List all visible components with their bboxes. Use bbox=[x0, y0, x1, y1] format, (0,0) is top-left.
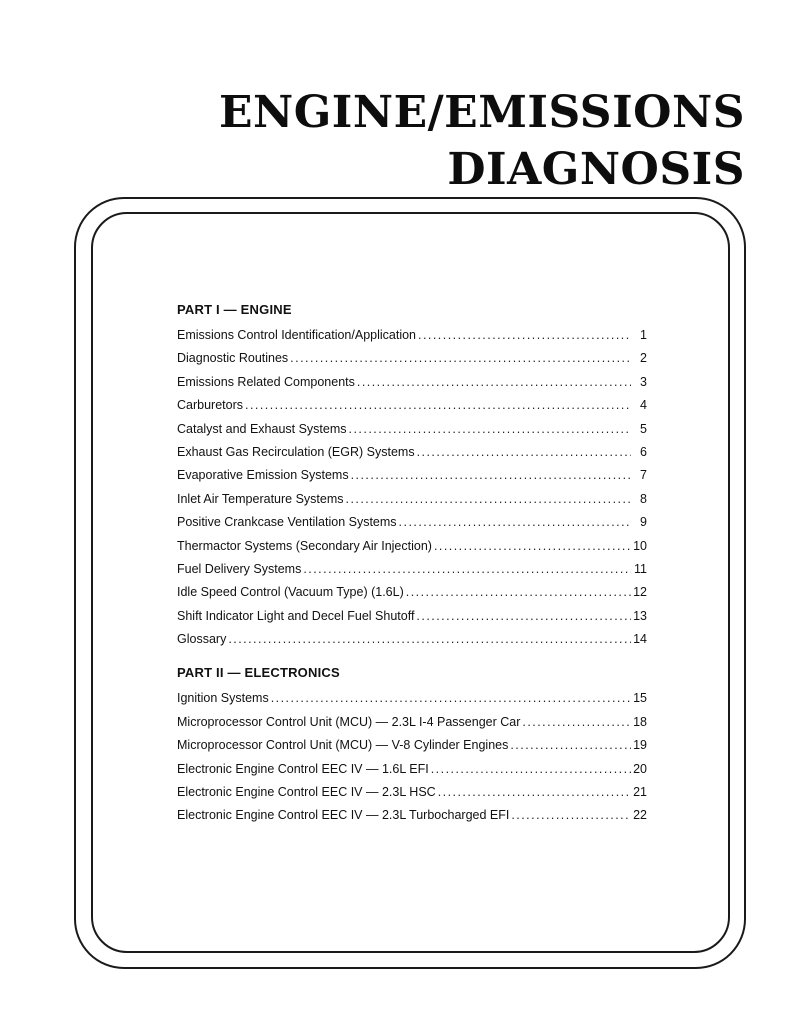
toc-entry[interactable] bbox=[177, 804, 647, 827]
part-heading-electronics: PART II — ELECTRONICS bbox=[177, 665, 340, 681]
title-line-1: ENGINE/EMISSIONS bbox=[218, 87, 745, 138]
toc-entry-label: Electronic Engine Control EEC IV — 2.3L HSC bbox=[177, 785, 436, 800]
toc-entry-label: Glossary bbox=[177, 632, 227, 647]
toc-entry-label: Inlet Air Temperature Systems bbox=[177, 491, 344, 506]
toc-entry-label: Carburetors bbox=[177, 398, 243, 413]
dot-leader bbox=[406, 581, 631, 604]
part-heading-engine: PART I — ENGINE bbox=[177, 302, 292, 317]
toc-entry-page: 19 bbox=[633, 738, 647, 753]
toc-entry-page: 14 bbox=[633, 632, 647, 647]
toc-entry[interactable] bbox=[177, 418, 647, 441]
dot-leader bbox=[431, 758, 631, 781]
dot-leader bbox=[511, 804, 631, 827]
toc-entry-page: 11 bbox=[634, 561, 647, 576]
toc-entry[interactable] bbox=[177, 347, 647, 370]
toc-entry-page: 6 bbox=[640, 444, 647, 459]
toc-entry[interactable] bbox=[177, 581, 647, 604]
dot-leader bbox=[303, 558, 631, 581]
toc-entry-page: 13 bbox=[633, 608, 647, 623]
toc-entry[interactable] bbox=[177, 441, 647, 464]
toc-entry-page: 20 bbox=[633, 761, 647, 776]
toc-entry-label: Catalyst and Exhaust Systems bbox=[177, 421, 347, 436]
dot-leader bbox=[346, 488, 631, 511]
toc-entry[interactable] bbox=[177, 324, 647, 347]
dot-leader bbox=[416, 605, 631, 628]
toc-entry[interactable] bbox=[177, 628, 647, 651]
toc-entry-label: Idle Speed Control (Vacuum Type) (1.6L) bbox=[177, 585, 404, 600]
toc-entry-page: 15 bbox=[633, 691, 647, 706]
toc-entry-page: 22 bbox=[633, 808, 647, 823]
toc-entry-page: 12 bbox=[633, 585, 647, 600]
toc-entry-label: Positive Crankcase Ventilation Systems bbox=[177, 515, 397, 530]
toc-entry[interactable] bbox=[177, 781, 647, 804]
dot-leader bbox=[271, 687, 631, 710]
toc-entry[interactable] bbox=[177, 488, 647, 511]
page-title bbox=[219, 84, 745, 198]
toc-entry[interactable] bbox=[177, 558, 647, 581]
toc-entry-page: 8 bbox=[640, 491, 647, 506]
toc-entry[interactable] bbox=[177, 511, 647, 534]
toc-entry[interactable] bbox=[177, 687, 647, 710]
toc-entry[interactable] bbox=[177, 394, 647, 417]
dot-leader bbox=[438, 781, 631, 804]
toc-entry-label: Electronic Engine Control EEC IV — 1.6L EFI bbox=[177, 761, 429, 776]
toc-entry-page: 3 bbox=[640, 374, 647, 389]
toc-entry-label: Emissions Related Components bbox=[177, 374, 355, 389]
toc-entry[interactable] bbox=[177, 758, 647, 781]
toc-entry-label: Ignition Systems bbox=[177, 691, 269, 706]
toc-entry-label: Diagnostic Routines bbox=[177, 351, 289, 366]
dot-leader bbox=[290, 347, 631, 370]
toc-entry-page: 21 bbox=[633, 785, 647, 800]
toc-entry-label: Microprocessor Control Unit (MCU) — V-8 Cylinder Engines bbox=[177, 738, 509, 753]
toc-entry-label: Microprocessor Control Unit (MCU) — 2.3L I-4 Passenger Car bbox=[177, 714, 521, 729]
toc-entry-label: Exhaust Gas Recirculation (EGR) Systems bbox=[177, 444, 415, 459]
toc-entry-page: 1 bbox=[640, 328, 647, 342]
dot-leader bbox=[434, 535, 631, 558]
table-of-contents bbox=[177, 296, 647, 828]
dot-leader bbox=[522, 711, 631, 734]
dot-leader bbox=[228, 628, 631, 651]
toc-entry-page: 9 bbox=[640, 515, 647, 530]
toc-entry-page: 4 bbox=[640, 398, 647, 413]
dot-leader bbox=[418, 324, 631, 347]
toc-entry[interactable] bbox=[177, 535, 647, 558]
dot-leader bbox=[245, 394, 631, 417]
dot-leader bbox=[510, 734, 631, 757]
toc-entry[interactable] bbox=[177, 464, 647, 487]
toc-entry-label: Fuel Delivery Systems bbox=[177, 561, 302, 576]
toc-entry-page: 18 bbox=[633, 714, 647, 729]
toc-entry-page: 5 bbox=[640, 421, 647, 436]
toc-entry[interactable] bbox=[177, 734, 647, 757]
toc-entry-label: Electronic Engine Control EEC IV — 2.3L Turbocharged EFI bbox=[177, 808, 510, 823]
toc-entry-label: Emissions Control Identification/Application bbox=[177, 328, 417, 342]
dot-leader bbox=[417, 441, 631, 464]
toc-entry-label: Thermactor Systems (Secondary Air Injection) bbox=[177, 538, 432, 553]
toc-entry-page: 7 bbox=[640, 468, 647, 483]
toc-entry[interactable] bbox=[177, 371, 647, 394]
toc-entry-label: Shift Indicator Light and Decel Fuel Shutoff bbox=[177, 608, 415, 623]
title-line-2: DIAGNOSIS bbox=[447, 144, 745, 195]
toc-entry[interactable] bbox=[177, 711, 647, 734]
dot-leader bbox=[349, 418, 631, 441]
dot-leader bbox=[351, 464, 631, 487]
dot-leader bbox=[399, 511, 631, 534]
toc-entry[interactable] bbox=[177, 605, 647, 628]
toc-entry-page: 2 bbox=[640, 351, 647, 366]
toc-entry-page: 10 bbox=[633, 538, 647, 553]
toc-entry-label: Evaporative Emission Systems bbox=[177, 468, 349, 483]
dot-leader bbox=[357, 371, 631, 394]
